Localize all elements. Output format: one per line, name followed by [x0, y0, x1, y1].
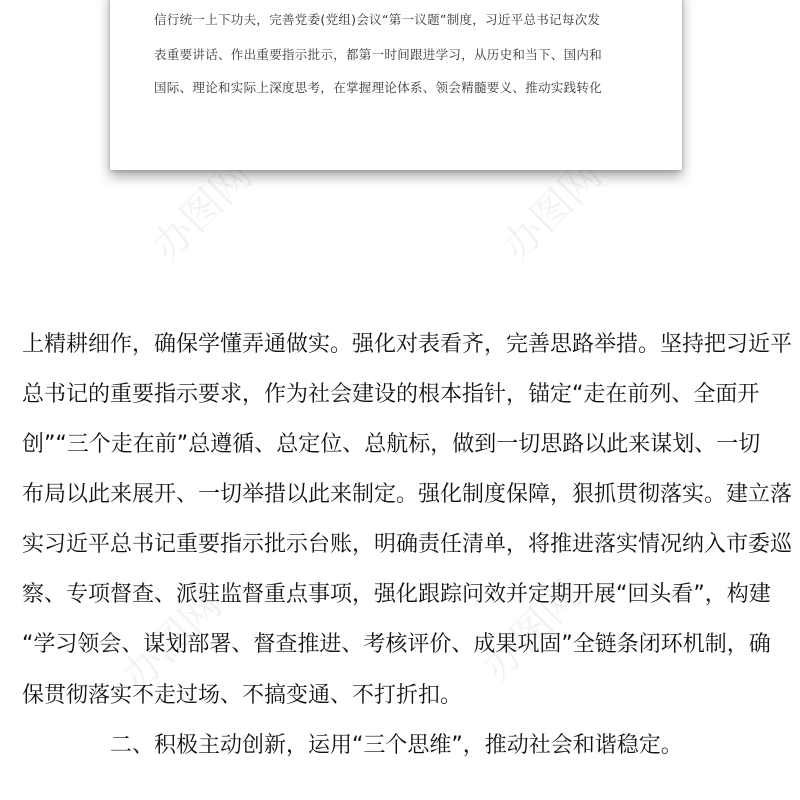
- watermark: 办图网: [493, 152, 612, 270]
- paragraph-line: 实习近平总书记重要指示批示台账，明确责任清单，将推进落实情况纳入市委巡: [22, 532, 793, 557]
- paragraph-line: 创”“三个走在前”总遵循、总定位、总航标，做到一切思路以此来谋划、一切: [22, 432, 761, 457]
- card-line: 表重要讲话、作出重要指示批示，都第一时间跟进学习，从历史和当下、国内和: [154, 47, 603, 62]
- paragraph-line: 总书记的重要指示要求，作为社会建设的根本指针，锚定“走在前列、全面开: [22, 382, 760, 407]
- card-line: 国际、理论和实际上深度思考，在掌握理论体系、领会精髓要义、推动实践转化: [154, 80, 603, 95]
- excerpt-card: [110, 0, 682, 170]
- paragraph-line: 上精耕细作，确保学懂弄通做实。强化对表看齐，完善思路举措。坚持把习近平: [22, 332, 793, 357]
- watermark: 办图网: [473, 572, 592, 690]
- card-line: 信行统一上下功夫，完善党委(党组)会议“第一议题”制度，习近平总书记每次发: [154, 12, 601, 27]
- section-heading: 二、积极主动创新，运用“三个思维”，推动社会和谐稳定。: [110, 733, 683, 758]
- paragraph-line: 布局以此来展开、一切举措以此来制定。强化制度保障，狠抓贯彻落实。建立落: [22, 482, 793, 507]
- paragraph-line: 察、专项督查、派驻监督重点事项，强化跟踪问效并定期开展“回头看”，构建: [22, 582, 771, 607]
- watermark: 办图网: [143, 152, 262, 270]
- paragraph-line: “学习领会、谋划部署、督查推进、考核评价、成果巩固”全链条闭环机制，确: [22, 632, 771, 657]
- watermark: 办图网: [113, 582, 232, 700]
- paragraph-line: 保贯彻落实不走过场、不搞变通、不打折扣。: [22, 683, 463, 708]
